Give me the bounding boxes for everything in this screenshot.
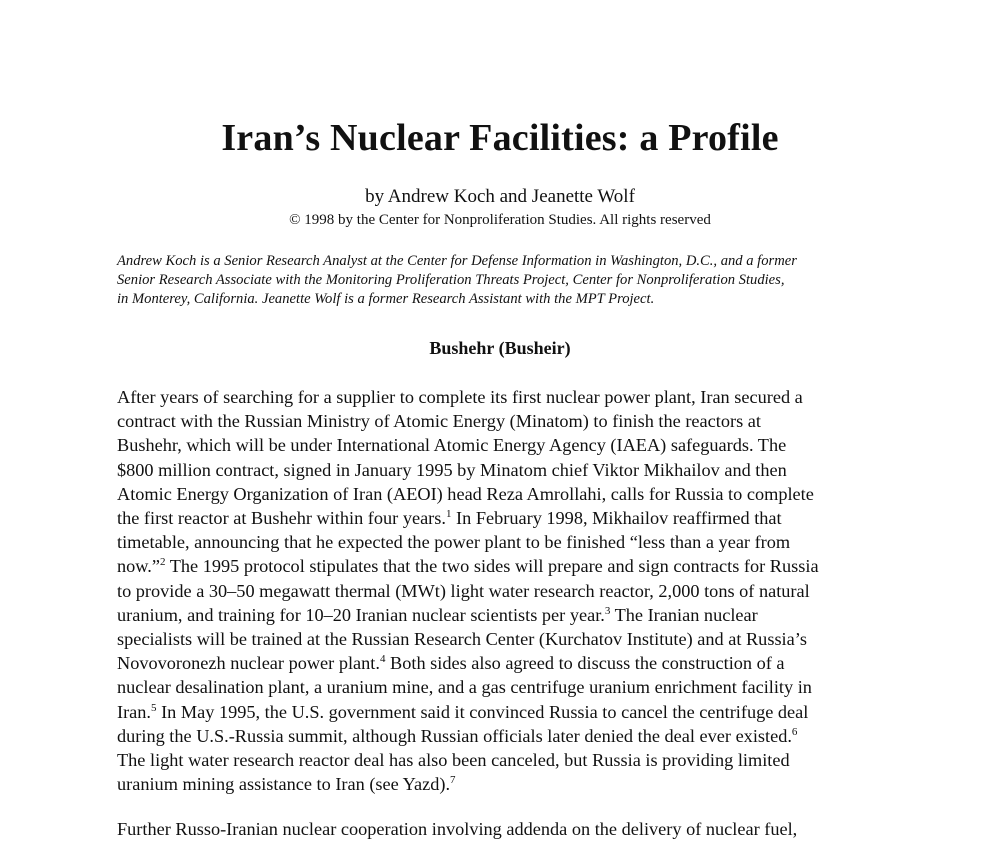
text-run: Novovoronezh nuclear power plant. — [117, 653, 380, 674]
text-run: Iran. — [117, 701, 152, 722]
paragraph-2-first-line: Further Russo-Iranian nuclear cooperation involving addenda on the delivery of nuclear fuel, — [117, 819, 798, 839]
copyright-notice: © 1998 by the Center for Nonproliferation Studies. All rights reserved — [289, 212, 711, 228]
text-run: during the U.S.-Russia summit, although Russian officials later denied the deal ever existed. — [117, 725, 792, 746]
paragraph-line: The light water research reactor deal has also been canceled, but Russia is providing limited — [117, 750, 790, 771]
footnote-ref[interactable]: 3 — [604, 604, 611, 617]
paragraph-line: Bushehr, which will be under International Atomic Energy Agency (IAEA) safeguards. The — [117, 435, 787, 456]
footnote-ref[interactable]: 1 — [445, 508, 452, 521]
bio-line: Andrew Koch is a Senior Research Analyst at the Center for Defense Information in Washington, D.C., and a former — [117, 253, 797, 269]
paragraph-line — [117, 603, 937, 627]
paragraph-line — [117, 772, 937, 796]
paragraph-line: Atomic Energy Organization of Iran (AEOI) head Reza Amrollahi, calls for Russia to complete — [117, 483, 814, 504]
bio-line: in Monterey, California. Jeanette Wolf is a former Research Assistant with the MPT Project. — [117, 291, 655, 307]
paragraph-line — [117, 700, 937, 724]
body-paragraph — [117, 385, 937, 796]
paragraph-line — [117, 554, 937, 578]
text-run: The Iranian nuclear — [610, 604, 758, 625]
document-title: Iran’s Nuclear Facilities: a Profile — [221, 117, 779, 159]
footnote-ref[interactable]: 6 — [791, 725, 798, 738]
footnote-ref[interactable]: 5 — [151, 701, 157, 714]
text-run: The 1995 protocol stipulates that the two sides will prepare and sign contracts for Russia — [165, 556, 819, 577]
text-run: In February 1998, Mikhailov reaffirmed that — [451, 508, 782, 529]
bio-line: Senior Research Associate with the Monitoring Proliferation Threats Project, Center for Nonproliferation Studies, — [117, 272, 785, 288]
paragraph-line: to provide a 30–50 megawatt thermal (MWt) light water research reactor, 2,000 tons of natural — [117, 580, 810, 601]
text-run: uranium, and training for 10–20 Iranian nuclear scientists per year. — [117, 604, 605, 625]
paragraph-line: After years of searching for a supplier to complete its first nuclear power plant, Iran secured a — [117, 387, 803, 407]
text-run: uranium mining assistance to Iran (see Yazd). — [117, 774, 451, 795]
paragraph-line — [117, 651, 937, 675]
author-bio — [117, 252, 947, 309]
text-run: now.” — [117, 556, 160, 577]
text-run: Both sides also agreed to discuss the construction of a — [385, 653, 785, 674]
text-run: the first reactor at Bushehr within four years. — [117, 508, 446, 529]
section-heading: Bushehr (Busheir) — [429, 338, 571, 358]
footnote-ref[interactable]: 4 — [379, 653, 386, 666]
paragraph-line: contract with the Russian Ministry of Atomic Energy (Minatom) to finish the reactors at — [117, 411, 761, 432]
paragraph-line: $800 million contract, signed in January 1995 by Minatom chief Viktor Mikhailov and then — [117, 459, 787, 480]
paragraph-line: timetable, announcing that he expected the power plant to be finished “less than a year from — [117, 532, 791, 553]
footnote-ref[interactable]: 7 — [450, 774, 456, 787]
paragraph-line: nuclear desalination plant, a uranium mine, and a gas centrifuge uranium enrichment facility in — [117, 677, 812, 698]
paragraph-line — [117, 506, 937, 530]
paragraph-line — [117, 724, 937, 748]
byline: by Andrew Koch and Jeanette Wolf — [365, 186, 635, 207]
footnote-ref[interactable]: 2 — [159, 556, 166, 569]
paragraph-line: specialists will be trained at the Russian Research Center (Kurchatov Institute) and at Russia’s — [117, 629, 807, 650]
text-run: In May 1995, the U.S. government said it convinced Russia to cancel the centrifuge deal — [156, 701, 809, 722]
